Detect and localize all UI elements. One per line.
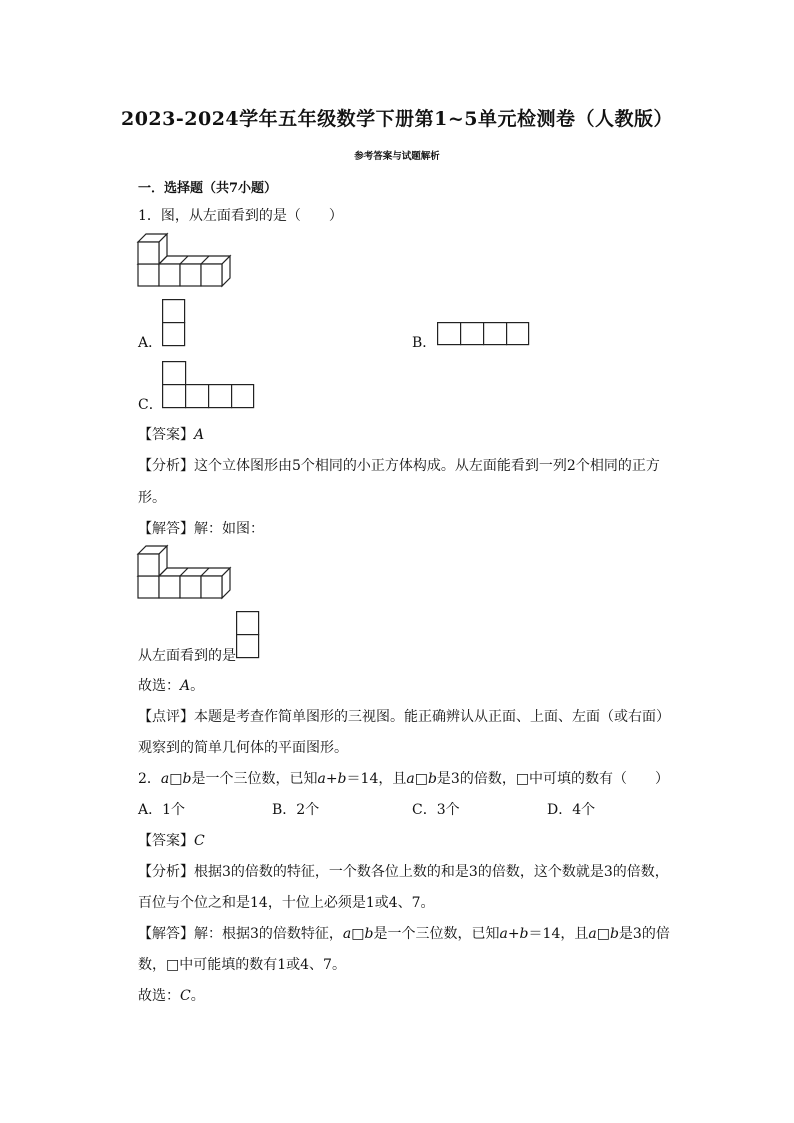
q2-solution-cont: 数，□中可能填的数有1或4、7。 [138,957,346,973]
q1-stem: 1．图，从左面看到的是（ ） [138,208,343,224]
q1-option-c: C． [138,397,163,413]
q2-stem: 2．a□b是一个三位数，已知a+b＝14，且a□b是3的倍数，□中可填的数有（ ） [138,771,670,787]
q2-solution: 【解答】解：根据3的倍数特征，a□b是一个三位数，已知a+b＝14，且a□b是3的倍 [138,926,670,942]
q2-option-b: B．2个 [272,802,320,818]
section-heading: 一．选择题（共7小题） [138,181,278,196]
q1-left-view-figure [236,611,260,659]
q1-comment: 【点评】本题是考查作简单图形的三视图。能正确辨认从正面、上面、左面（或右面） [138,709,670,725]
q2-answer: 【答案】C [138,833,205,849]
q1-solution: 【解答】解：如图： [138,521,264,537]
q2-choose: 故选：C。 [138,988,205,1004]
q1-option-b-figure [437,322,530,346]
q1-choose: 故选：A。 [138,678,205,694]
q1-option-a: A． [138,335,163,351]
q2-analysis: 【分析】根据3的倍数的特征，一个数各位上数的和是3的倍数，这个数就是3的倍数， [138,864,669,880]
q2-option-a: A．1个 [138,802,186,818]
q1-option-b: B． [412,335,437,351]
q2-option-c: C．3个 [412,802,460,818]
q1-answer: 【答案】A [138,427,205,443]
q1-analysis: 【分析】这个立体图形由5个相同的小正方体构成。从左面能看到一列2个相同的正方 [138,458,660,474]
page-title: 2023-2024学年五年级数学下册第1~5单元检测卷（人教版） [120,108,673,130]
q1-option-a-figure [162,299,186,347]
q2-analysis-cont: 百位与个位之和是14，十位上必须是1或4、7。 [138,895,435,911]
q2-option-d: D．4个 [547,802,596,818]
q1-comment-cont: 观察到的简单几何体的平面图形。 [138,740,348,756]
q1-analysis-cont: 形。 [138,490,166,506]
q1-option-c-figure [162,361,255,409]
q1-solution-cube-figure [138,548,233,600]
page-subtitle: 参考答案与试题解析 [354,151,440,162]
q1-view-text: 从左面看到的是 [138,648,236,664]
q1-cube-figure [138,236,233,288]
